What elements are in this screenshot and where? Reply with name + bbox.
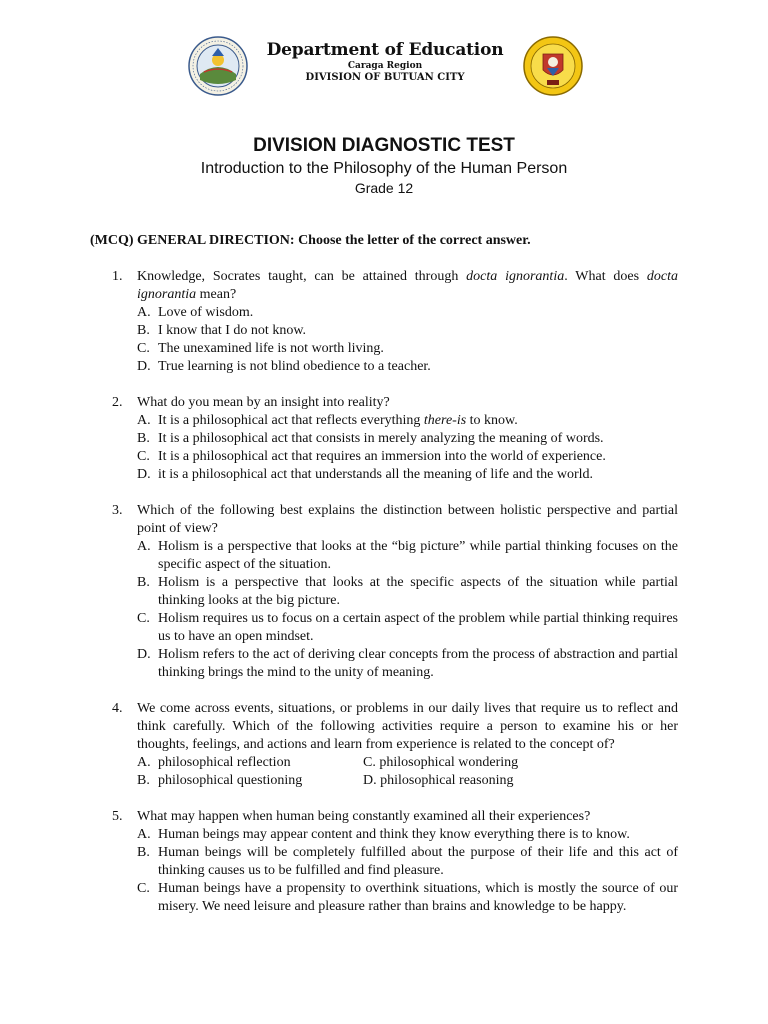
option-a: A. Holism is a perspective that looks at the “big picture” while partial thinking focuses on the specific aspect of the situation. bbox=[137, 539, 678, 572]
option-row bbox=[137, 772, 678, 790]
question-number: 4. bbox=[112, 701, 123, 716]
document-header bbox=[0, 36, 768, 106]
option-d: D. it is a philosophical act that understands all the meaning of life and the world. bbox=[137, 467, 594, 482]
option-b: B. It is a philosophical act that consists in merely analyzing the meaning of words. bbox=[137, 431, 604, 446]
option-row bbox=[137, 754, 678, 772]
question-number: 5. bbox=[112, 809, 123, 824]
question-text: What do you mean by an insight into reality? bbox=[137, 395, 390, 410]
option-a: A. philosophical reflection bbox=[137, 755, 291, 770]
deped-seal-icon bbox=[188, 36, 248, 96]
option-d: D. Holism refers to the act of deriving clear concepts from the process of abstraction and partial thinking brings the mind to the unity of meaning. bbox=[137, 647, 678, 680]
option-b: B. philosophical questioning bbox=[137, 773, 303, 788]
title-block bbox=[0, 134, 768, 197]
option-b: B. Human beings will be completely fulfilled about the purpose of their life and this act of thinking causes us to be fulfilled and find pleasure. bbox=[137, 845, 678, 878]
region-name: Caraga Region bbox=[347, 61, 423, 71]
question-number: 1. bbox=[112, 269, 123, 284]
option-b: B. Holism is a perspective that looks at the specific aspects of the situation while partial thinking looks at the big picture. bbox=[137, 575, 678, 608]
option-a: A. Love of wisdom. bbox=[137, 305, 254, 320]
option-a: A. Human beings may appear content and think they know everything there is to know. bbox=[137, 827, 630, 842]
option-c: C. The unexamined life is not worth living. bbox=[137, 341, 384, 356]
question-text: We come across events, situations, or problems in our daily lives that require us to reflect and think carefully. Which of the following activities require a person to examine his or her thoughts, feelings, and actions and learn from experience is related to the concept of? bbox=[137, 701, 678, 752]
grade-level: Grade 12 bbox=[354, 180, 414, 196]
question-4 bbox=[90, 700, 678, 790]
test-content bbox=[90, 232, 678, 934]
test-title: DIVISION DIAGNOSTIC TEST bbox=[253, 135, 515, 156]
division-seal-icon bbox=[523, 36, 583, 96]
question-number: 3. bbox=[112, 503, 123, 518]
subject-title: Introduction to the Philosophy of the Human Person bbox=[200, 160, 568, 177]
option-c: C. It is a philosophical act that requires an immersion into the world of experience. bbox=[137, 449, 606, 464]
question-2 bbox=[90, 394, 678, 484]
question-text: Knowledge, Socrates taught, can be attained through docta ignorantia. What does docta ignorantia mean? bbox=[137, 269, 678, 302]
question-3 bbox=[90, 502, 678, 682]
question-text: What may happen when human being constantly examined all their experiences? bbox=[137, 809, 591, 824]
option-d: D. philosophical reasoning bbox=[363, 773, 514, 788]
option-c: C. Holism requires us to focus on a certain aspect of the problem while partial thinking requires us to have an open mindset. bbox=[137, 611, 678, 644]
option-c: C. Human beings have a propensity to overthink situations, which is mostly the source of our misery. We need leisure and pleasure rather than brains and knowledge to be happy. bbox=[137, 881, 678, 914]
option-d: D. True learning is not blind obedience to a teacher. bbox=[137, 359, 431, 374]
option-b: B. I know that I do not know. bbox=[137, 323, 307, 338]
general-direction: (MCQ) GENERAL DIRECTION: Choose the letter of the correct answer. bbox=[90, 233, 531, 248]
department-name: Department of Education bbox=[266, 40, 504, 60]
option-c: C. philosophical wondering bbox=[363, 755, 519, 770]
division-name: DIVISION OF BUTUAN CITY bbox=[305, 72, 465, 83]
option-a: A. It is a philosophical act that reflects everything there-is to know. bbox=[137, 413, 518, 428]
question-5 bbox=[90, 808, 678, 916]
header-text bbox=[250, 40, 520, 84]
question-number: 2. bbox=[112, 395, 123, 410]
question-1 bbox=[90, 268, 678, 376]
question-text: Which of the following best explains the distinction between holistic perspective and partial point of view? bbox=[137, 503, 678, 536]
